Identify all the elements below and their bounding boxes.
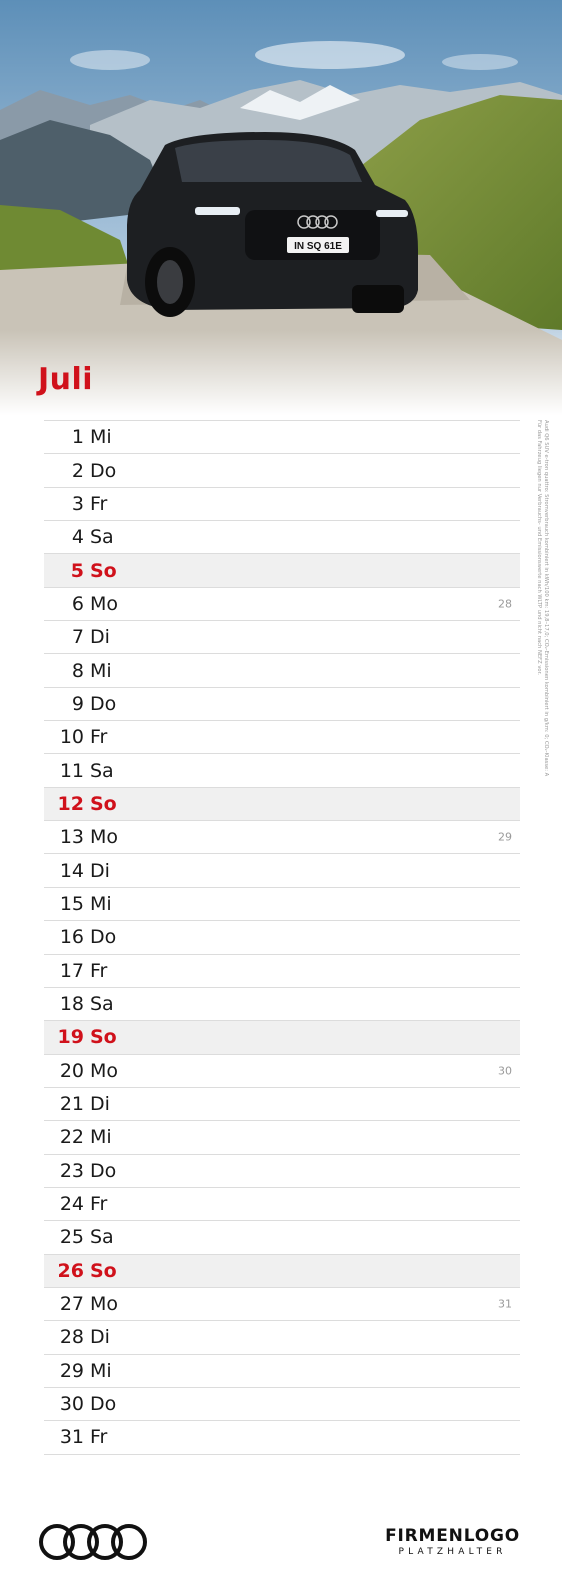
day-row bbox=[44, 654, 520, 687]
day-number: 17 bbox=[59, 959, 84, 982]
day-list bbox=[44, 420, 520, 1455]
emission-note-line2: Für das Fahrzeug liegen nur Verbrauchs- und Emissionswerte nach WLTP und nicht nach NEFZ vor. bbox=[536, 420, 543, 675]
day-row bbox=[44, 1188, 520, 1221]
weekday-label: Fr bbox=[90, 1426, 108, 1449]
day-row bbox=[44, 888, 520, 921]
day-number: 23 bbox=[59, 1159, 84, 1182]
day-number: 11 bbox=[59, 759, 84, 782]
day-number: 18 bbox=[59, 993, 84, 1016]
weekday-label: Do bbox=[90, 926, 117, 949]
day-row-sunday bbox=[44, 1255, 520, 1288]
day-number: 13 bbox=[59, 826, 84, 849]
week-number: 31 bbox=[498, 1297, 512, 1311]
day-number: 15 bbox=[59, 892, 84, 915]
weekday-label: Di bbox=[90, 1093, 110, 1116]
weekday-label: Fr bbox=[90, 726, 108, 749]
day-number: 27 bbox=[59, 1293, 84, 1316]
svg-text:IN SQ 61E: IN SQ 61E bbox=[294, 241, 342, 252]
day-row bbox=[44, 621, 520, 654]
day-row bbox=[44, 1055, 520, 1088]
weekday-label: Do bbox=[90, 459, 117, 482]
weekday-label: Do bbox=[90, 1393, 117, 1416]
weekday-label: Sa bbox=[90, 1226, 114, 1249]
day-number: 1 bbox=[71, 426, 84, 449]
weekday-label: Sa bbox=[90, 993, 114, 1016]
weekday-label: Di bbox=[90, 626, 110, 649]
day-row bbox=[44, 1355, 520, 1388]
day-number: 28 bbox=[59, 1326, 84, 1349]
weekday-label: Do bbox=[90, 1159, 117, 1182]
hero-image bbox=[0, 0, 562, 415]
day-row bbox=[44, 1421, 520, 1454]
day-number: 16 bbox=[59, 926, 84, 949]
day-row bbox=[44, 955, 520, 988]
day-number: 31 bbox=[59, 1426, 84, 1449]
weekday-label: Do bbox=[90, 692, 117, 715]
day-row bbox=[44, 1155, 520, 1188]
company-logo-line1: FIRMENLOGO bbox=[385, 1526, 520, 1546]
week-number: 29 bbox=[498, 830, 512, 844]
day-number: 12 bbox=[57, 792, 84, 815]
day-row bbox=[44, 988, 520, 1021]
weekday-label: Mo bbox=[90, 826, 119, 849]
day-row bbox=[44, 454, 520, 487]
day-number: 26 bbox=[57, 1259, 84, 1282]
weekday-label: Mi bbox=[90, 426, 112, 449]
weekday-label: So bbox=[90, 559, 117, 582]
day-number: 25 bbox=[59, 1226, 84, 1249]
weekday-label: Mo bbox=[90, 1059, 119, 1082]
weekday-label: Mi bbox=[90, 892, 112, 915]
car-photo bbox=[0, 0, 562, 415]
day-row-sunday bbox=[44, 1021, 520, 1054]
day-row bbox=[44, 1221, 520, 1254]
day-row bbox=[44, 1321, 520, 1354]
day-row bbox=[44, 521, 520, 554]
day-number: 21 bbox=[59, 1093, 84, 1116]
weekday-label: Mi bbox=[90, 659, 112, 682]
weekday-label: Fr bbox=[90, 492, 108, 515]
emission-note-line1: Audi Q6 SUV e-tron quattro: Stromverbrauch kombiniert in kWh/100 km: 19,8–17,0; CO₂-Emissionen kombiniert in g/km: 0; CO₂-Klasse: A bbox=[543, 420, 549, 777]
day-row bbox=[44, 854, 520, 887]
day-number: 24 bbox=[59, 1193, 84, 1216]
day-number: 6 bbox=[71, 592, 84, 615]
week-number: 30 bbox=[498, 1064, 512, 1078]
weekday-label: So bbox=[90, 1259, 117, 1282]
day-number: 22 bbox=[59, 1126, 84, 1149]
day-number: 3 bbox=[71, 492, 84, 515]
day-number: 20 bbox=[59, 1059, 84, 1082]
weekday-label: So bbox=[90, 792, 117, 815]
day-number: 19 bbox=[57, 1026, 84, 1049]
weekday-label: Mo bbox=[90, 1293, 119, 1316]
day-row bbox=[44, 1288, 520, 1321]
day-row bbox=[44, 721, 520, 754]
day-row bbox=[44, 754, 520, 787]
company-logo-line2: PLATZHALTER bbox=[398, 1547, 507, 1557]
weekday-label: Sa bbox=[90, 526, 114, 549]
day-row bbox=[44, 1088, 520, 1121]
weekday-label: Di bbox=[90, 1326, 110, 1349]
day-row bbox=[44, 1121, 520, 1154]
day-number: 7 bbox=[71, 626, 84, 649]
day-row bbox=[44, 688, 520, 721]
day-number: 9 bbox=[71, 692, 84, 715]
day-row bbox=[44, 821, 520, 854]
weekday-label: Mi bbox=[90, 1126, 112, 1149]
day-number: 4 bbox=[71, 526, 84, 549]
weekday-label: Fr bbox=[90, 959, 108, 982]
weekday-label: Mo bbox=[90, 592, 119, 615]
day-number: 10 bbox=[59, 726, 84, 749]
emission-note bbox=[531, 420, 549, 865]
weekday-label: Di bbox=[90, 859, 110, 882]
week-number: 28 bbox=[498, 597, 512, 611]
day-number: 30 bbox=[59, 1393, 84, 1416]
day-number: 5 bbox=[70, 559, 84, 582]
day-number: 14 bbox=[59, 859, 84, 882]
company-logo-placeholder bbox=[385, 1526, 520, 1557]
day-number: 2 bbox=[71, 459, 84, 482]
day-row bbox=[44, 1388, 520, 1421]
day-row bbox=[44, 921, 520, 954]
month-title: Juli bbox=[38, 362, 94, 397]
weekday-label: Sa bbox=[90, 759, 114, 782]
weekday-label: So bbox=[90, 1026, 117, 1049]
day-number: 8 bbox=[71, 659, 84, 682]
weekday-label: Mi bbox=[90, 1359, 112, 1382]
day-row-sunday bbox=[44, 554, 520, 587]
weekday-label: Fr bbox=[90, 1193, 108, 1216]
day-row bbox=[44, 421, 520, 454]
day-row bbox=[44, 488, 520, 521]
audi-rings-logo-icon bbox=[38, 1522, 150, 1566]
day-row bbox=[44, 588, 520, 621]
day-number: 29 bbox=[59, 1359, 84, 1382]
day-row-sunday bbox=[44, 788, 520, 821]
